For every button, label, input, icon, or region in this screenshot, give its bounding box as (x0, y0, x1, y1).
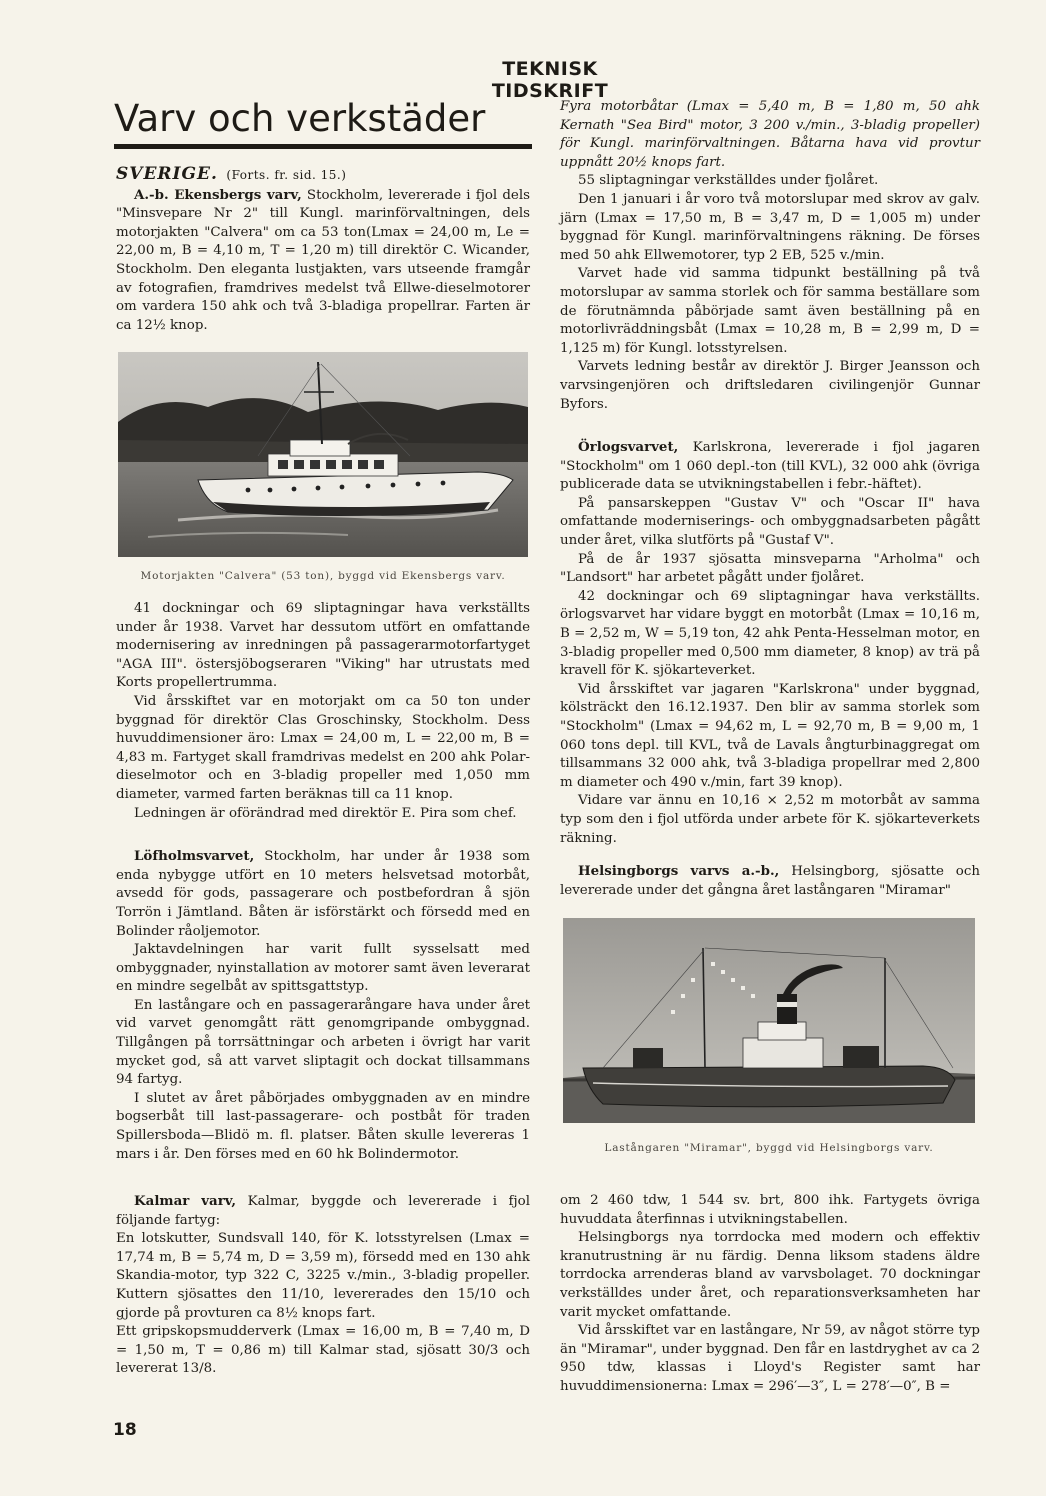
lofholm-paragraph: Löfholmsvarvet, Stockholm, har under år 1938 som enda nybygge utfört en 10 meters helsvetsad motorbåt, avsedd för gods, passagerare och postbefordran å sjön Torrön i Jämtland. Båten är isförstärkt och försedd med en Bolinder råoljemotor. (116, 848, 530, 939)
ekensberg-motoryacht-paragraph: Vid årsskiftet var en motorjakt om ca 50 ton under byggnad för direktör Clas Groschinsky, Stockholm. Dess huvuddimensioner äro: Lmax = 24,00 m, L = 22,00 m, B = 4,83 m. Fartyget skall framdrivas medelst en 200 ahk Polar-dieselmotor och en 3-bladig propeller med 1,050 mm diameter, varmed farten beräknas till ca 11 knop. (116, 693, 530, 802)
karlskrona-paragraph: Vid årsskiftet var jagaren "Karlskrona" under byggnad, kölsträckt den 16.12.1937. Den blir av samma storlek som "Stockholm" (Lmax = 94,62 m, L = 92,70 m, B = 9,00 m, 1 060 tons depl. till KVL, två de Lavals ångturbinaggregat om tillsammans 32 000 ahk, två 3-bladiga propellrar med 2,800 m diameter och 490 v./min, fart 39 knop). (560, 681, 980, 790)
ekensberg-paragraph: A.-b. Ekensbergs varv, Stockholm, levererade i fjol dels "Minsvepare Nr 2" till Kungl. marinförvaltningen, dels motorjakten "Calvera" om ca 53 ton(Lmax = 24,00 m, Le = 22,00 m, B = 4,10 m, T = 1,20 m) till direktör C. Wicander, Stockholm. Den eleganta lustjakten, vars utseende framgår av fotografien, framdrives medelst två Ellwe-dieselmotorer om vardera 150 ahk och två 3-bladiga propellrar. Farten är ca 12½ knop. (116, 186, 531, 333)
right-column-helsingborg (560, 862, 980, 900)
sliptagningar-paragraph: 55 sliptagningar verkställdes under fjolåret. (578, 173, 879, 189)
ekensberg-management-paragraph: Ledningen är oförändrad med direktör E. Pira som chef. (134, 805, 517, 821)
motorboats-paragraph: Fyra motorbåtar (Lmax = 5,40 m, B = 1,80 m, 50 ahk Kernath "Sea Bird" motor, 3 200 v./min., 3-bladig propeller) för Kungl. marinförvaltningen. Båtarna hava vid provtur uppnått 20½ knops fart. (560, 99, 980, 170)
title-rule (114, 144, 532, 149)
left-column-top (116, 165, 530, 335)
right-column-top (560, 98, 980, 848)
miramar-photo (563, 918, 975, 1123)
sverige-heading: SVERIGE. (Forts. fr. sid. 15.) (116, 164, 347, 184)
left-column-bottom (116, 1192, 530, 1379)
orlogsvarvet-paragraph: Örlogsvarvet, Karlskrona, levererade i fjol jagaren "Stockholm" om 1 060 depl.-ton (till KVL), 32 000 ahk (övriga publicerade data se utvikningstabellen i febr.-häftet). (560, 439, 980, 493)
orlogs-motorbat-paragraph: Vidare var ännu en 10,16 × 2,52 m motorbåt av samma typ som den i fjol utförda under arbete för K. sjökarteverkets räkning. (560, 793, 980, 846)
lofholm-yacht-paragraph: Jaktavdelningen har varit fullt sysselsatt med ombyggnader, nyinstallation av motorer samt även leverarat en mindre segelbåt av spittsgattstyp. (116, 942, 530, 995)
drydock-paragraph: Helsingborgs nya torrdocka med modern och effektiv kranutrustning är nu färdig. Denna liksom stadens äldre torrdocka arrenderas bland av varvsbolaget. 70 dockningar verkställdes under året, och reparationsverksamheten har varit mycket omfattande. (560, 1230, 980, 1320)
kalmar-paragraph: Kalmar varv, Kalmar, byggde och levererade i fjol följande fartyg: (116, 1193, 530, 1228)
motorslupar-paragraph: Den 1 januari i år voro två motorslupar med skrov av galv. järn (Lmax = 17,50 m, B = 3,47 m, D = 1,005 m) under byggnad för Kungl. marinförvaltningens räkning. De förses med 50 ahk Ellwemotorer, typ 2 EB, 525 v./min. (560, 191, 980, 263)
pansarskepp-paragraph: På pansarskeppen "Gustav V" och "Oscar II" hava omfattande moderniserings- och ombyggnadsarbeten pågått under året, vilka slutförts på "Gustaf V". (560, 495, 980, 549)
lofholm-rebuild-paragraph: En lastångare och en passagerarångare hava under året vid varvet genomgått rätt genomgripande ombyggnad. Tillgången på torrsättningar och arbeten i övrigt har varit mycket god, så att varvet sliptagit och dockat tillsammans 94 fartyg. (116, 997, 530, 1088)
management-paragraph: Varvets ledning består av direktör J. Birger Jeansson och varvsingenjören och driftsledaren civilingenjör Gunnar Byfors. (560, 359, 980, 412)
orders-paragraph: Varvet hade vid samma tidpunkt beställning på två motorslupar av samma storlek och för samma beställare som de förutnämnda påbörjade samt även beställning på en motorlivräddningsbåt (Lmax = 10,28 m, B = 2,99 m, D = 1,125 m) för Kungl. lotsstyrelsen. (560, 266, 980, 356)
calvera-photo (118, 352, 528, 557)
right-column-bottom (560, 1192, 980, 1397)
section-title: Varv och verkstäder (114, 97, 486, 140)
kalmar-pilot-cutter-paragraph: En lotskutter, Sundsvall 140, för K. lotsstyrelsen (Lmax = 17,74 m, B = 5,74 m, D = 3,59 m), försedd med en 130 ahk Skandia-motor, typ 322 C, 3225 v./min., 3-bladig propeller. Kuttern sjösattes den 11/10, levererades den 15/10 och gjorde på provturen ca 8½ knops fart. (116, 1231, 530, 1321)
orlogs-dockings-paragraph: 42 dockningar och 69 sliptagningar hava verkställts. örlogsvarvet har vidare byggt en motorbåt (Lmax = 10,16 m, B = 2,52 m, W = 5,19 ton, 42 ahk Penta-Hesselman motor, en 3-bladig propeller med 0,500 mm diameter, 8 knop) av trä på kravell för K. sjökarteverket. (560, 588, 980, 679)
left-column-middle (116, 600, 530, 1164)
helsingborg-paragraph: Helsingborgs varvs a.-b., Helsingborg, sjösatte och levererade under det gångna året lastångaren "Miramar" (560, 863, 980, 898)
ekensberg-dockings-paragraph: 41 dockningar och 69 sliptagningar hava verkställts under år 1938. Varvet har dessutom utfört en omfattande modernisering av inredningen på passagerarmotorfartyget "AGA III". östersjöbogseraren "Viking" har utrustats med Korts propellertrumma. (116, 601, 530, 691)
minsvepare-paragraph: På de år 1937 sjösatta minsveparna "Arholma" och "Landsort" har arbetet pågått under fjolåret. (560, 551, 980, 586)
kalmar-dredger-paragraph: Ett gripskopsmudderverk (Lmax = 16,00 m, B = 7,40 m, D = 1,50 m, T = 0,86 m) till Kalmar stad, sjösatt 30/3 och levererat 13/8. (116, 1324, 530, 1377)
page-number: 18 (113, 1420, 137, 1440)
lofholm-tug-paragraph: I slutet av året påbörjades ombyggnaden av en mindre bogserbåt till last-passagerare- och postbåt för traden Spillersboda—Blidö m. fl. platser. Båten skulle levereras 1 mars i år. Den förses med en 60 hk Bolindermotor. (116, 1090, 530, 1162)
miramar-caption: Lastångaren "Miramar", byggd vid Helsingborgs varv. (604, 1142, 934, 1154)
newbuild-paragraph: Vid årsskiftet var en lastångare, Nr 59, av något större typ än "Miramar", under byggnad. Den får en lastdryghet av ca 2 950 tdw, klassas i Lloyd's Register samt har huvuddimensionerna: Lmax = 296′—3″, L = 278′—0″, B = (560, 1323, 980, 1394)
journal-name: TEKNISK TIDSKRIFT (491, 58, 609, 102)
miramar-data-paragraph: om 2 460 tdw, 1 544 sv. brt, 800 ihk. Fartygets övriga huvuddata återfinnas i utvikningstabellen. (560, 1193, 980, 1227)
calvera-caption: Motorjakten "Calvera" (53 ton), byggd vid Ekensbergs varv. (140, 570, 506, 582)
